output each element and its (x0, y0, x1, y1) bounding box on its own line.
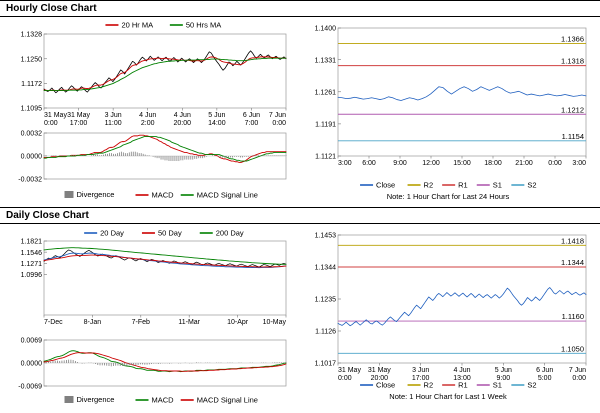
hourly-pivot-level-label-R2: 1.1366 (561, 34, 584, 44)
hourly-pivot-legend-label: S2 (527, 180, 537, 190)
daily-macd-legend-label: MACD (151, 395, 174, 405)
hourly-price-xtick: 14:00 (208, 120, 226, 127)
daily-price-legend-label: 200 Day (215, 228, 244, 238)
daily-pivot-ytick: 1.1126 (315, 328, 336, 336)
hourly-macd-legend-label: MACD Signal Line (196, 190, 258, 200)
hourly-price-xtick: 4 Jun (139, 112, 157, 119)
hourly-macd-ytick: -0.0032 (18, 176, 42, 184)
daily-price-xtick: 11-Mar (178, 319, 201, 326)
daily-macd-ytick: -0.0069 (18, 383, 42, 391)
hourly-pivot-legend-label: S1 (492, 180, 502, 190)
daily-pivot-ytick: 1.1344 (314, 264, 336, 272)
hourly-price-legend-label: 50 Hrs MA (185, 20, 222, 30)
hourly-pivot-xtick: 12:00 (422, 160, 440, 167)
daily-pivot-xtick: 0:00 (338, 375, 352, 382)
daily-price-ytick: 1.1546 (20, 249, 42, 257)
hourly-price-xtick: 31 May (67, 112, 91, 119)
hourly-price-legend-label: 20 Hr MA (121, 20, 154, 30)
daily-pivot-level-label-R1: 1.1344 (561, 258, 584, 267)
hourly-price-xtick: 2:00 (140, 120, 155, 127)
daily-pivot-xtick: 4 Jun (453, 367, 471, 374)
hourly-pivot-legend-label: R2 (423, 180, 434, 190)
hourly-pivot-level-label-S2: 1.1154 (561, 131, 584, 141)
daily-pivot-xtick: 13:00 (453, 375, 471, 382)
hourly-price-xtick: 7:00 (244, 120, 259, 127)
daily-pivot-note: Note: 1 Hour Chart for Last 1 Week (389, 392, 507, 401)
hourly-pivot-xtick: 3:00 (338, 160, 352, 167)
hourly-price-xtick: 7 Jun (268, 112, 286, 119)
hourly-pivot-legend-label: Close (376, 180, 396, 190)
hourly-price-ytick: 1.1328 (20, 31, 42, 39)
hourly-price-xtick: 11:00 (104, 120, 122, 127)
hourly-price-xtick: 4 Jun (173, 112, 191, 119)
daily-pivot-xtick: 20:00 (370, 375, 389, 382)
daily-pivot-level-label-S1: 1.1160 (561, 312, 584, 322)
hourly-pivot-ytick: 1.1331 (314, 57, 336, 65)
daily-price-legend-label: 50 Day (157, 228, 182, 238)
hourly-pivot-xtick: 15:00 (453, 160, 471, 167)
hourly-pivot-ytick: 1.1191 (315, 121, 336, 129)
daily-price-legend-label: 20 Day (100, 228, 124, 238)
hourly-macd-ytick: 0.0000 (20, 153, 42, 161)
hourly-pivot-xtick: 0:00 (548, 160, 562, 167)
hourly-price-xtick: 20:00 (173, 120, 192, 127)
daily-pivot-legend-label: Close (376, 380, 396, 390)
hourly-pivot-xtick: 3:00 (572, 160, 586, 167)
daily-price-plot-area (44, 241, 286, 315)
daily-pivot-xtick: 9:00 (496, 375, 511, 382)
daily-pivot-plot-area (338, 235, 586, 363)
daily-pivot-ytick: 1.1017 (314, 360, 336, 368)
daily-pivot-xtick: 0:00 (572, 375, 586, 382)
hourly-price-ytick: 1.1095 (20, 105, 42, 113)
hourly-price-xtick: 3 Jun (104, 112, 122, 119)
hourly-price-xtick: 0:00 (272, 120, 286, 127)
daily-pivot-xtick: 5:00 (537, 375, 552, 382)
daily-price-xtick: 7-Feb (131, 319, 150, 326)
hourly-price-xtick: 5 Jun (208, 112, 226, 119)
hourly-pivot-ytick: 1.1261 (314, 89, 336, 97)
hourly-pivot-level-label-S1: 1.1212 (561, 105, 584, 115)
hourly-price-xtick: 31 May (44, 112, 67, 119)
daily-pivot-xtick: 31 May (367, 367, 391, 374)
hourly-section-title: Hourly Close Chart (6, 3, 97, 14)
daily-price-xtick: 7-Dec (44, 319, 63, 326)
daily-pivot-legend-label: S2 (527, 380, 537, 390)
daily-price-ytick: 1.1821 (20, 238, 42, 246)
hourly-pivot-level-label-R1: 1.1318 (561, 56, 584, 66)
daily-macd-legend-label: Divergence (76, 395, 115, 404)
hourly-macd-legend-label: MACD (151, 190, 174, 200)
hourly-price-xtick: 6 Jun (242, 112, 260, 119)
daily-pivot-legend-label: R1 (458, 380, 468, 390)
hourly-pivot-xtick: 21:00 (515, 160, 533, 167)
daily-pivot-xtick: 6 Jun (536, 367, 554, 374)
daily-price-ytick: 1.0996 (20, 272, 42, 280)
hourly-pivot-xtick: 9:00 (393, 160, 407, 167)
hourly-macd-legend-label: Divergence (76, 190, 115, 199)
daily-price-xtick: 8-Jan (83, 319, 102, 326)
hourly-price-ytick: 1.1172 (21, 81, 42, 89)
hourly-pivot-ytick: 1.1400 (314, 25, 336, 33)
hourly-pivot-ytick: 1.1121 (315, 153, 336, 161)
hourly-price-plot-area (44, 34, 286, 108)
daily-section-title: Daily Close Chart (6, 210, 89, 221)
hourly-pivot-xtick: 6:00 (362, 160, 376, 167)
daily-price-ytick: 1.1271 (20, 260, 42, 268)
daily-pivot-legend-label: R2 (423, 380, 434, 390)
hourly-price-xtick: 17:00 (69, 120, 88, 127)
daily-macd-legend-label: MACD Signal Line (196, 395, 258, 405)
daily-pivot-xtick: 17:00 (411, 375, 430, 382)
hourly-macd-legend-swatch (65, 191, 74, 198)
daily-pivot-ytick: 1.1453 (314, 232, 336, 240)
hourly-price-xtick: 0:00 (44, 120, 58, 127)
hourly-pivot-xtick: 18:00 (484, 160, 502, 167)
daily-pivot-level-label-R2: 1.1418 (561, 236, 584, 246)
hourly-macd-ytick: 0.0032 (20, 130, 42, 138)
daily-pivot-ytick: 1.1235 (314, 296, 336, 304)
hourly-pivot-plot-area (338, 28, 586, 156)
daily-price-xtick: 10-May (262, 319, 286, 326)
daily-pivot-level-label-S2: 1.1050 (561, 344, 584, 354)
daily-macd-ytick: 0.0000 (20, 360, 42, 368)
daily-pivot-legend-label: S1 (492, 380, 502, 390)
hourly-pivot-note: Note: 1 Hour Chart for Last 24 Hours (386, 192, 510, 201)
daily-macd-ytick: 0.0069 (20, 337, 42, 345)
daily-pivot-xtick: 31 May (338, 367, 361, 374)
daily-macd-legend-swatch (65, 396, 74, 403)
hourly-price-ytick: 1.1250 (20, 56, 42, 64)
daily-pivot-xtick: 7 Jun (568, 367, 586, 374)
hourly-pivot-legend-label: R1 (458, 180, 468, 190)
daily-pivot-xtick: 3 Jun (412, 367, 430, 374)
daily-pivot-xtick: 5 Jun (494, 367, 512, 374)
daily-price-xtick: 10-Apr (227, 319, 249, 326)
